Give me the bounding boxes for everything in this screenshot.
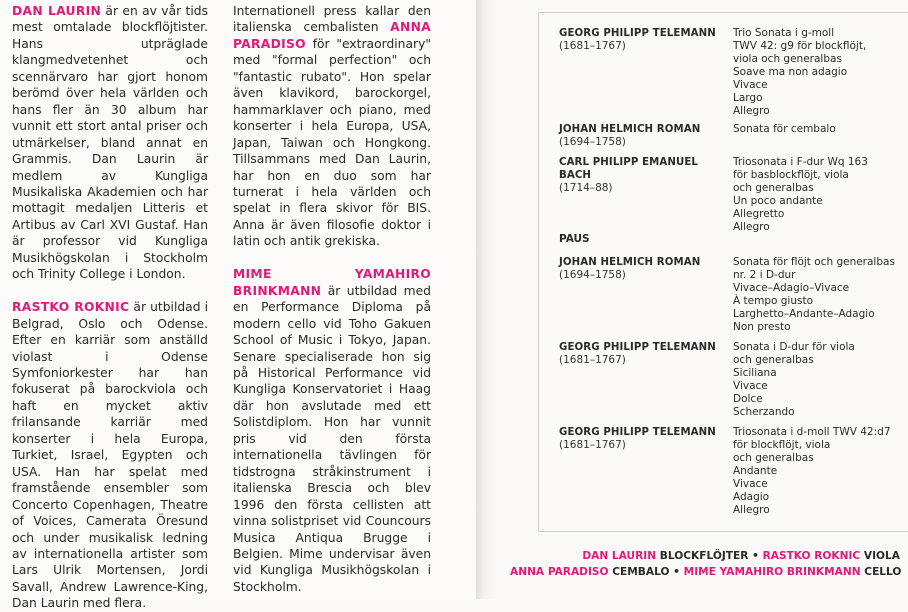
work-line: Larghetto–Andante–Adagio bbox=[733, 308, 875, 320]
bio-anna-paradiso bbox=[233, 3, 431, 250]
separator-bullet: • bbox=[673, 566, 680, 578]
performer-name: RASTKO ROKNIC bbox=[12, 300, 130, 315]
work-line: Allegro bbox=[733, 504, 770, 516]
work-line: Allegretto bbox=[733, 208, 785, 220]
work-list bbox=[733, 156, 908, 234]
composer bbox=[559, 27, 731, 53]
work-line: Sonata för flöjt och generalbas bbox=[733, 256, 895, 268]
work-list bbox=[733, 256, 908, 334]
credits-line-1 bbox=[510, 549, 900, 563]
composer bbox=[559, 426, 731, 452]
work-line: Largo bbox=[733, 92, 763, 104]
work-line: Sonata i D-dur för viola bbox=[733, 341, 855, 353]
bio-text: är en av vår tids mest omtalade blockflöjtister. Hans utpräglade klangmedvetenhet och scennärvaro har gjort honom berömd över hela världen och hans fler än 30 album har vunnit ett stort antal priser och utmärkelser, bland annat en Grammis. Dan Laurin är medlem av Kungliga Musikaliska Akademien och har mottagit medaljen Litteris et Artibus av Carl XVI Gustaf. Han är professor vid Kungliga Musikhögskolan i Stockholm och Trinity College i London. bbox=[12, 4, 208, 282]
performer-role: CEMBALO bbox=[612, 566, 670, 578]
booklet-fold bbox=[476, 0, 498, 599]
work-line: Vivace bbox=[733, 478, 768, 490]
work-line: och generalbas bbox=[733, 354, 814, 366]
work-line: Scherzando bbox=[733, 406, 795, 418]
separator-bullet: • bbox=[752, 550, 759, 562]
composer-years: (1681–1767) bbox=[559, 354, 626, 366]
work-list bbox=[733, 123, 908, 136]
composer-years: (1681–1767) bbox=[559, 439, 626, 451]
bio-text: Internationell press kallar den italienska cembalisten bbox=[233, 4, 431, 35]
performer-name: DAN LAURIN bbox=[12, 4, 102, 18]
work-line: Soave ma non adagio bbox=[733, 66, 848, 78]
bio-dan-laurin bbox=[12, 3, 208, 283]
intermission-label: PAUS bbox=[559, 233, 590, 245]
performer-name: MIME YAMAHIRO BRINKMANN bbox=[683, 566, 861, 578]
work-line: och generalbas bbox=[733, 182, 814, 194]
bio-text: är utbildad med en Performance Diploma på modern cello vid Toho Gakuen School of Music i Tokyo, Japan. Senare specialiserade hon sig på Historical Performance vid Kungliga Konservatoriet i Haag där hon avslutade med ett Solistdiplom. Hon har vunnit pris vid den första internationella tävlingen för tidstrogna stråkinstrument i italienska Brescia och blev 1996 den första cellisten att vinna solistpriset vid Councours Musica Antiqua Brugge i Belgien. Mime undervisar även vid Kungliga Musikhögskolan i Stockholm. bbox=[233, 283, 431, 594]
bio-column-1 bbox=[12, 3, 208, 612]
composer-name: GEORG PHILIPP TELEMANN bbox=[559, 28, 716, 39]
work-line: Triosonata i F-dur Wq 163 bbox=[733, 156, 868, 168]
bio-column-2 bbox=[233, 3, 431, 595]
performer-name: MIME YAMAHIRO BRINKMANN bbox=[233, 267, 431, 298]
credits-line-2 bbox=[510, 565, 900, 579]
performer-name: ANNA PARADISO bbox=[510, 566, 609, 578]
work-line: Allegro bbox=[733, 105, 770, 117]
composer-years: (1714–88) bbox=[559, 182, 613, 194]
performer-name: DAN LAURIN bbox=[582, 550, 657, 562]
work-list bbox=[733, 341, 908, 419]
performer-name: RASTKO ROKNIC bbox=[762, 550, 861, 562]
composer-years: (1681–1767) bbox=[559, 40, 626, 52]
performer-name: ANNA PARADISO bbox=[233, 20, 431, 51]
composer-name: JOHAN HELMICH ROMAN bbox=[559, 257, 701, 268]
performer-role: VIOLA bbox=[863, 550, 900, 562]
composer-name: JOHAN HELMICH ROMAN bbox=[559, 124, 701, 135]
composer-years: (1694–1758) bbox=[559, 136, 626, 148]
work-line: TWV 42: g9 för blockflöjt, bbox=[733, 40, 867, 52]
bio-text: är utbildad i Belgrad, Oslo och Odense. Efter en karriär som anställd violast i Odense Symfoniorkester har han fokuserat på barockviola och haft en mycket aktiv frilansande karriär med konserter i hela Europa, Turkiet, Israel, Egypten och USA. Han har spelat med framstående ensembler som Concerto Copenhagen, Theatre of Voices, Camerata Öresund och under musikalisk ledning av internationella artister som Lars Ulrik Mortensen, Jordi Savall, Andrew Lawrence-King, Dan Laurin med flera. bbox=[12, 300, 208, 611]
work-line: Adagio bbox=[733, 491, 770, 503]
work-line: för blockflöjt, viola bbox=[733, 439, 831, 451]
bio-mime-yamahiro-brinkmann bbox=[233, 266, 431, 595]
bio-text: för "extraordinary" med "formal perfection" och "fantastic rubato". Hon spelar även klavikord, barockorgel, hammarklaver och piano, med konserter i hela Europa, USA, Japan, Taiwan och Hongkong. Tillsammans med Dan Laurin, har hon en duo som har turnerat i hela världen och spelat in flera skivor för BIS. Anna är även filosofie doktor i latin och antik grekiska. bbox=[233, 36, 431, 249]
performer-role: BLOCKFLÖJTER bbox=[659, 550, 749, 562]
work-line: Trio Sonata i g-moll bbox=[733, 27, 835, 39]
work-line: À tempo giusto bbox=[733, 295, 814, 307]
work-line: Triosonata i d-moll TWV 42:d7 bbox=[733, 426, 891, 438]
composer bbox=[559, 123, 731, 149]
work-line: viola och generalbas bbox=[733, 53, 842, 65]
work-list bbox=[733, 27, 908, 118]
work-line: Sonata för cembalo bbox=[733, 123, 836, 135]
work-line: Siciliana bbox=[733, 367, 777, 379]
work-line: Vivace bbox=[733, 79, 768, 91]
bio-rastko-roknic bbox=[12, 299, 208, 612]
work-line: Non presto bbox=[733, 321, 791, 333]
composer-years: (1694–1758) bbox=[559, 269, 626, 281]
composer bbox=[559, 156, 731, 195]
work-line: Vivace–Adagio–Vivace bbox=[733, 282, 850, 294]
work-line: Vivace bbox=[733, 380, 768, 392]
work-line: Allegro bbox=[733, 221, 770, 233]
work-line: för basblockflöjt, viola bbox=[733, 169, 849, 181]
composer-name: GEORG PHILIPP TELEMANN bbox=[559, 427, 716, 438]
composer bbox=[559, 341, 731, 367]
work-list bbox=[733, 426, 908, 517]
work-line: Andante bbox=[733, 465, 778, 477]
work-line: nr. 2 i D-dur bbox=[733, 269, 796, 281]
composer bbox=[559, 256, 731, 282]
work-line: Dolce bbox=[733, 393, 763, 405]
performer-role: CELLO bbox=[864, 566, 902, 578]
composer-name: GEORG PHILIPP TELEMANN bbox=[559, 342, 716, 353]
work-line: och generalbas bbox=[733, 452, 814, 464]
work-line: Un poco andante bbox=[733, 195, 823, 207]
composer-name: CARL PHILIPP EMANUEL BACH bbox=[559, 157, 699, 181]
